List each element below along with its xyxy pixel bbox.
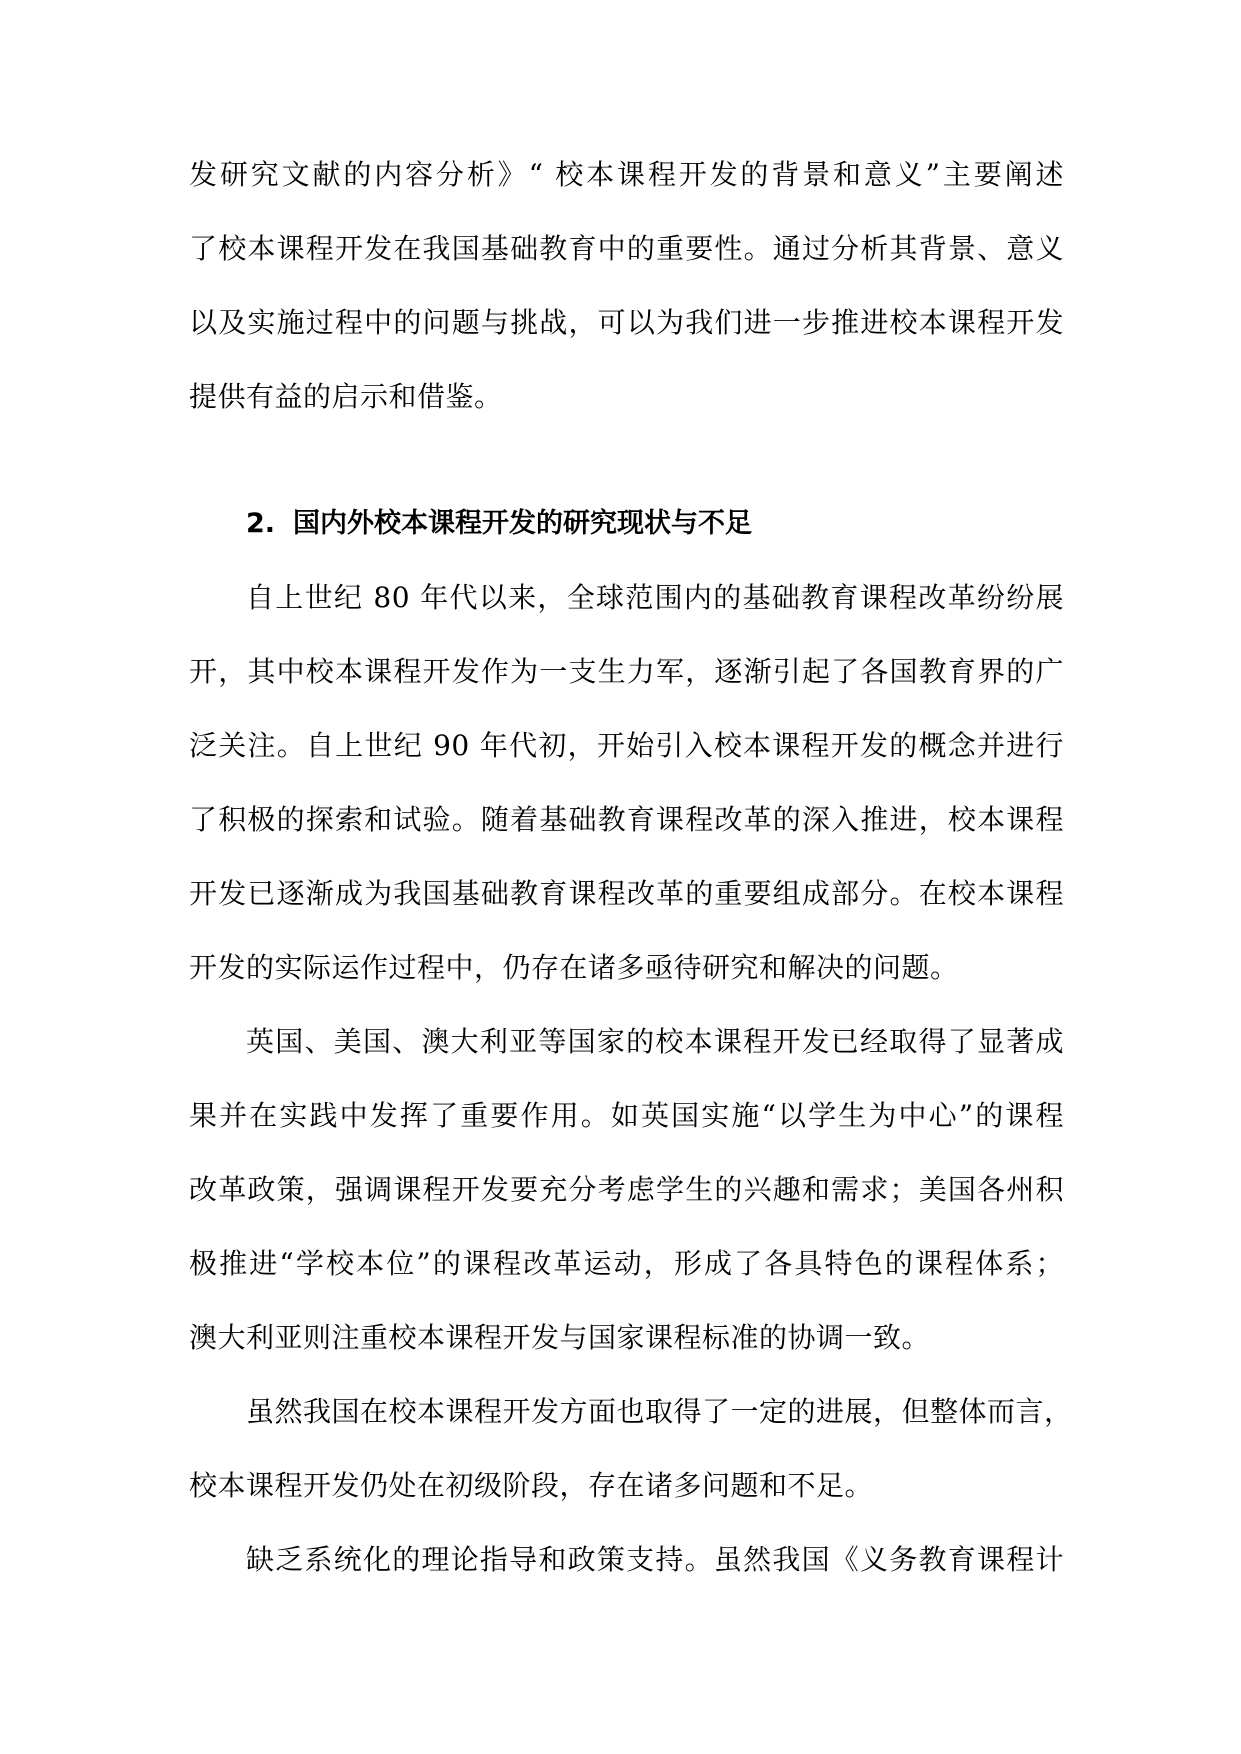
text-line: 自上世纪 80 年代以来，全球范围内的基础教育课程改革纷纷展 bbox=[246, 581, 1064, 614]
text-line: 了积极的探索和试验。随着基础教育课程改革的深入推进，校本课程 bbox=[189, 803, 1064, 836]
text-line: 澳大利亚则注重校本课程开发与国家课程标准的协调一致。 bbox=[189, 1321, 931, 1354]
text-line: 了校本课程开发在我国基础教育中的重要性。通过分析其背景、意义 bbox=[189, 232, 1064, 265]
text-line: 以及实施过程中的问题与挑战，可以为我们进一步推进校本课程开发 bbox=[189, 306, 1064, 339]
paragraph-1 bbox=[189, 561, 1064, 1005]
paragraph-4 bbox=[189, 1523, 1064, 1597]
paragraph-3 bbox=[189, 1375, 1073, 1523]
text-line: 缺乏系统化的理论指导和政策支持。虽然我国《义务教育课程计 bbox=[246, 1543, 1064, 1576]
text-line: 改革政策，强调课程开发要充分考虑学生的兴趣和需求；美国各州积 bbox=[189, 1173, 1064, 1206]
text-line: 英国、美国、澳大利亚等国家的校本课程开发已经取得了显著成 bbox=[246, 1025, 1064, 1058]
document-body bbox=[189, 138, 1073, 1597]
paragraph-intro bbox=[189, 138, 1064, 434]
section-spacer bbox=[189, 434, 1064, 487]
text-line: 极推进“学校本位”的课程改革运动，形成了各具特色的课程体系； bbox=[189, 1247, 1064, 1280]
text-line: 开，其中校本课程开发作为一支生力军，逐渐引起了各国教育界的广 bbox=[189, 655, 1064, 688]
text-line: 发研究文献的内容分析》“ 校本课程开发的背景和意义”主要阐述 bbox=[189, 158, 1064, 191]
text-line: 虽然我国在校本课程开发方面也取得了一定的进展，但整体而言， bbox=[246, 1395, 1073, 1428]
section-title: 国内外校本课程开发的研究现状与不足 bbox=[293, 508, 753, 539]
text-line: 校本课程开发仍处在初级阶段，存在诸多问题和不足。 bbox=[189, 1469, 874, 1502]
text-line: 果并在实践中发挥了重要作用。如英国实施“以学生为中心”的课程 bbox=[189, 1099, 1064, 1132]
section-heading bbox=[189, 487, 1064, 561]
text-line: 泛关注。自上世纪 90 年代初，开始引入校本课程开发的概念并进行 bbox=[189, 729, 1064, 762]
text-line: 开发已逐渐成为我国基础教育课程改革的重要组成部分。在校本课程 bbox=[189, 877, 1064, 910]
text-line: 开发的实际运作过程中，仍存在诸多亟待研究和解决的问题。 bbox=[189, 951, 959, 984]
paragraph-2 bbox=[189, 1005, 1064, 1375]
section-number: 2. bbox=[246, 508, 276, 539]
text-line: 提供有益的启示和借鉴。 bbox=[189, 380, 503, 413]
